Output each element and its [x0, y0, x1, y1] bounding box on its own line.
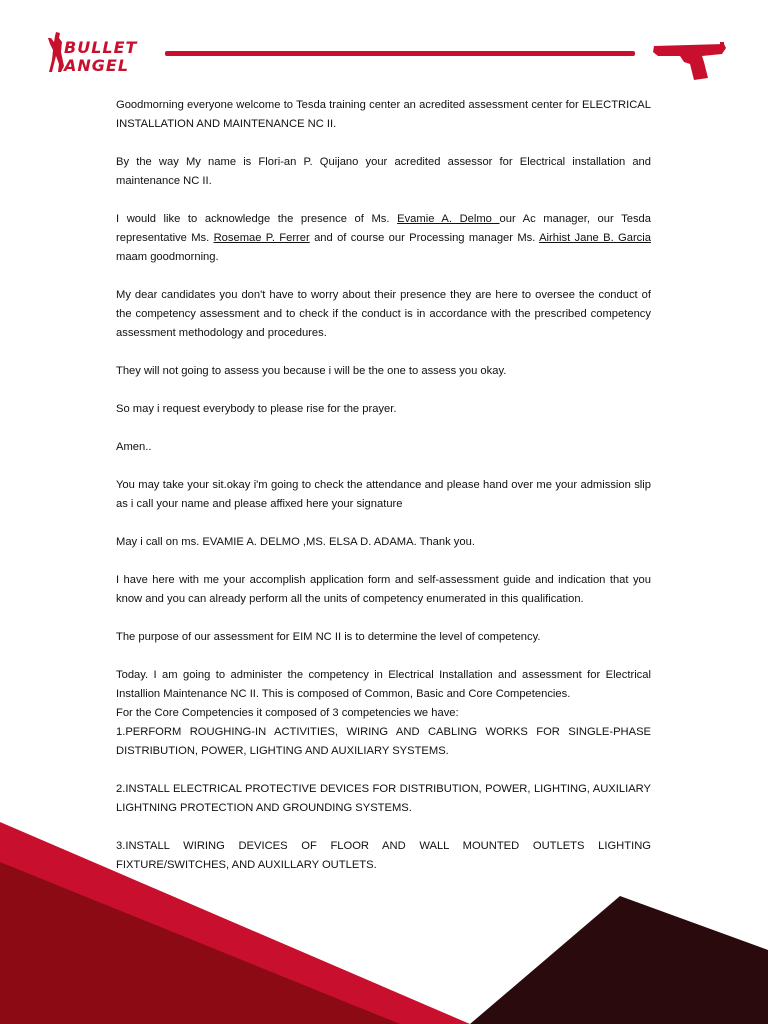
ack-name-processing-manager: Airhist Jane B. Garcia	[539, 232, 651, 244]
ack-name-tesda-rep: Rosemae P. Ferrer	[213, 232, 310, 244]
paragraph-oversee: My dear candidates you don't have to worry about their presence they are here to oversee the conduct of the competency assessment and to check if the conduct is in accordance with the prescribed competency assessment methodology and procedures.	[116, 289, 651, 339]
paragraph-introduction: By the way My name is Flori-an P. Quijano your acredited assessor for Electrical installation and maintenance NC II.	[116, 156, 651, 187]
paragraph-core-competencies: For the Core Competencies it composed of 3 competencies we have:	[116, 707, 459, 719]
paragraph-attendance: You may take your sit.okay i'm going to check the attendance and please hand over me your admission slip as i call your name and please affixed here your signature	[116, 479, 651, 510]
page-header	[0, 0, 768, 90]
pistol-icon	[650, 40, 730, 82]
paragraph-welcome: Goodmorning everyone welcome to Tesda training center an acredited assessment center for ELECTRICAL INSTALLATION AND MAINTENANCE NC II.	[116, 99, 651, 130]
logo-text-angel: ANGEL	[64, 56, 130, 75]
header-rule	[165, 51, 635, 56]
competency-item-1: 1.PERFORM ROUGHING-IN ACTIVITIES, WIRING AND CABLING WORKS FOR SINGLE-PHASE DISTRIBUTION, POWER, LIGHTING AND AUXILIARY SYSTEMS.	[116, 726, 651, 757]
ack-text-a: I would like to acknowledge the presence of Ms.	[116, 213, 398, 225]
paragraph-amen: Amen..	[116, 441, 152, 453]
competency-item-3: 3.INSTALL WIRING DEVICES OF FLOOR AND WALL MOUNTED OUTLETS LIGHTING FIXTURE/SWITCHES, AND AUXILLARY OUTLETS.	[116, 840, 651, 871]
paragraph-acknowledgement	[116, 210, 651, 267]
paragraph-prayer: So may i request everybody to please rise for the prayer.	[116, 403, 397, 415]
document-body	[116, 96, 651, 894]
paragraph-call-names: May i call on ms. EVAMIE A. DELMO ,MS. ELSA D. ADAMA. Thank you.	[116, 536, 475, 548]
ack-text-c: and of course our Processing manager Ms.	[309, 232, 540, 244]
ack-text-b: our Ac manager, our Tesda representative Ms.	[116, 213, 651, 244]
ack-text-d: maam goodmorning.	[116, 251, 219, 263]
ack-name-ac-manager: Evamie A. Delmo	[397, 213, 500, 225]
bullet-angel-logo	[46, 30, 156, 74]
paragraph-purpose: The purpose of our assessment for EIM NC II is to determine the level of competency.	[116, 631, 541, 643]
paragraph-administer: Today. I am going to administer the competency in Electrical Installation and assessment for Electrical Installion Maintenance NC II. This is composed of Common, Basic and Core Competencies.	[116, 669, 651, 700]
logo-text-bullet: BULLET	[64, 38, 138, 57]
competency-item-2: 2.INSTALL ELECTRICAL PROTECTIVE DEVICES FOR DISTRIBUTION, POWER, LIGHTING, AUXILIARY LIGHTNING PROTECTION AND GROUNDING SYSTEMS.	[116, 783, 651, 814]
paragraph-application-form: I have here with me your accomplish application form and self-assessment guide and indication that you know and you can already perform all the units of competency enumerated in this qualification.	[116, 574, 651, 605]
paragraph-assess: They will not going to assess you because i will be the one to assess you okay.	[116, 365, 507, 377]
